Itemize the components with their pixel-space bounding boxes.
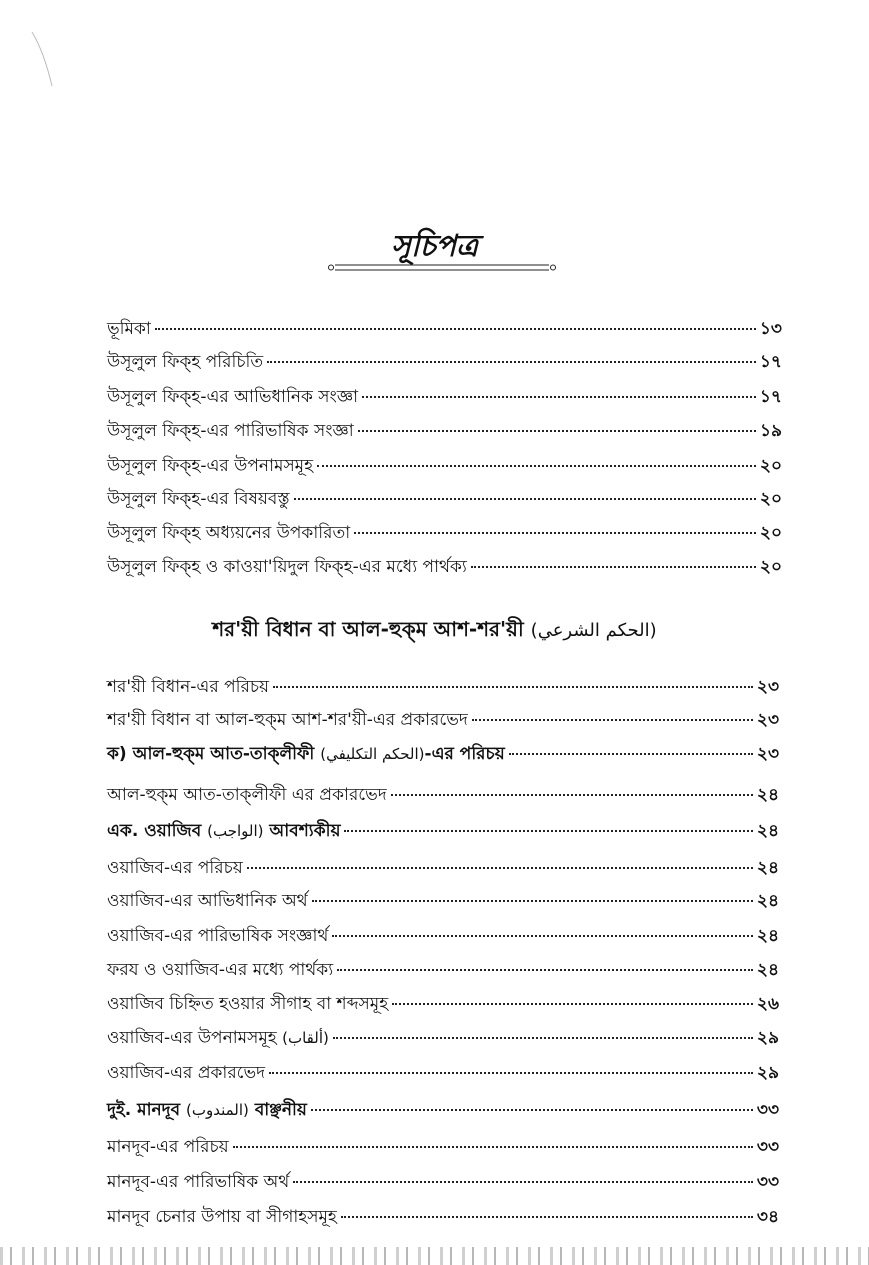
toc-entry-page: ২৩ xyxy=(756,744,779,764)
toc-entry-label-part: ক) আল-হুক্‌ম আত-তাক্‌লীফী xyxy=(107,744,315,764)
toc-entry-label: ওয়াজিব-এর আভিধানিক অর্থ xyxy=(107,891,308,911)
toc-entry-label-part: আবশ্যকীয় xyxy=(269,821,341,841)
toc-entry-label: আল-হুক্‌ম আত-তাক্‌লীফী এর প্রকারভেদ xyxy=(107,785,387,805)
dot-leader xyxy=(354,532,756,534)
toc-entry-page: ২৪ xyxy=(756,960,779,980)
toc-entry xyxy=(107,993,779,1015)
toc-entry-label: ফরয ও ওয়াজিব-এর মধ্যে পার্থক্য xyxy=(107,960,334,980)
dot-leader xyxy=(472,719,753,721)
dot-leader xyxy=(392,1003,753,1005)
dot-leader xyxy=(471,566,756,568)
toc-entry-page: ২০ xyxy=(759,456,782,476)
toc-entry-page: ১৩ xyxy=(759,319,782,339)
toc-entry-label-part: এক. ওয়াজিব xyxy=(107,821,202,841)
toc-entry-label: মানদূব-এর পরিচয় xyxy=(107,1137,229,1157)
toc-entry-page: ৩৩ xyxy=(756,1137,779,1157)
dot-leader xyxy=(341,1216,753,1218)
toc-entry-arabic: (المندوب) xyxy=(185,1101,249,1119)
toc-entry-label: উসূলুল ফিক্‌হ অধ্যয়নের উপকারিতা xyxy=(107,523,351,543)
toc-entry-label: উসূলুল ফিক্‌হ-এর আভিধানিক সংজ্ঞা xyxy=(107,387,359,407)
toc-entry-bold xyxy=(107,1099,779,1121)
toc-entry-page: ২৪ xyxy=(756,858,779,878)
toc-entry-label: ভূমিকা xyxy=(107,319,151,339)
toc-entry-label xyxy=(107,820,340,842)
toc-entry-page: ২৬ xyxy=(756,994,779,1014)
dot-leader xyxy=(317,465,756,467)
toc-entry xyxy=(107,890,779,912)
toc-entry-arabic: (ألقاب) xyxy=(282,1029,329,1047)
dot-leader xyxy=(273,686,753,688)
toc-entry-page: ৩৩ xyxy=(756,1100,779,1120)
dot-leader xyxy=(247,867,753,869)
page-title: সূচিপত্র xyxy=(391,229,478,264)
dot-leader xyxy=(294,498,756,500)
toc-entry xyxy=(107,676,779,698)
toc-entry xyxy=(107,420,782,442)
toc-entry-page: ২৩ xyxy=(756,710,779,730)
toc-entry-label xyxy=(107,743,505,765)
toc-entry-arabic: (الحكم التكليفي) xyxy=(320,745,425,763)
toc-entry xyxy=(107,1171,779,1193)
toc-entry-label: মানদূব-এর পারিভাষিক অর্থ xyxy=(107,1172,290,1192)
toc-entry-page: ২৩ xyxy=(756,677,779,697)
toc-entry xyxy=(107,351,782,373)
toc-entry-page: ২৪ xyxy=(756,926,779,946)
toc-entry-page: ২০ xyxy=(759,489,782,509)
toc-entry xyxy=(107,455,782,477)
page-corner-mark xyxy=(30,30,70,90)
toc-entry-label xyxy=(107,1099,307,1121)
toc-entry-label: ওয়াজিব-এর প্রকারভেদ xyxy=(107,1063,266,1083)
toc-entry xyxy=(107,1136,779,1158)
dot-leader xyxy=(362,396,756,398)
toc-entry-label: ওয়াজিব-এর পরিচয় xyxy=(107,858,243,878)
toc-entry-label-part: -এর পরিচয় xyxy=(424,744,505,764)
toc-entry xyxy=(107,1062,779,1084)
toc-entry xyxy=(107,386,782,408)
toc-entry-page: ৩৪ xyxy=(756,1207,779,1227)
toc-entry-page: ২৯ xyxy=(756,1028,779,1048)
dot-leader xyxy=(269,1072,753,1074)
toc-entry-label: উসূলুল ফিক্‌হ ও কাওয়া'য়িদুল ফিক্‌হ-এর মধ্যে পার্থক্য xyxy=(107,557,467,577)
toc-entry-label-part: দুই. মানদূব xyxy=(107,1100,181,1120)
toc-entry-label: ওয়াজিব চিহ্নিত হওয়ার সীগাহ বা শব্দসমূহ xyxy=(107,994,389,1014)
toc-entry-page: ২৪ xyxy=(756,821,779,841)
toc-entry xyxy=(107,1027,779,1049)
toc-entry-bold xyxy=(107,743,779,765)
dot-leader xyxy=(509,753,753,755)
section-heading-text: শর'য়ী বিধান বা আল-হুক্‌ম আশ-শর'য়ী xyxy=(212,617,524,641)
title-ornament-divider xyxy=(327,262,557,274)
dot-leader xyxy=(311,1109,753,1111)
toc-entry xyxy=(107,488,782,510)
toc-entry xyxy=(107,925,779,947)
dot-leader xyxy=(155,328,756,330)
toc-entry xyxy=(107,857,779,879)
toc-entry xyxy=(107,1206,779,1228)
toc-entry xyxy=(107,556,782,578)
toc-entry-page: ২৪ xyxy=(756,891,779,911)
toc-entry-label-part: ওয়াজিব-এর উপনামসমূহ xyxy=(107,1028,277,1048)
toc-entry-label: ওয়াজিব-এর পারিভাষিক সংজ্ঞার্থ xyxy=(107,926,329,946)
toc-entry xyxy=(107,784,779,806)
dot-leader xyxy=(332,935,753,937)
toc-entry-label: উসূলুল ফিক্‌হ-এর উপনামসমূহ xyxy=(107,456,314,476)
toc-entry-label: উসূলুল ফিক্‌হ-এর বিষয়বস্তু xyxy=(107,489,290,509)
dot-leader xyxy=(337,969,753,971)
toc-entry-page: ২৯ xyxy=(756,1063,779,1083)
toc-entry-label: শর'য়ী বিধান বা আল-হুক্‌ম আশ-শর'য়ী-এর প্রকারভেদ xyxy=(107,710,468,730)
toc-entry-page: ২৪ xyxy=(756,785,779,805)
dot-leader xyxy=(358,430,756,432)
toc-entry-label: শর'য়ী বিধান-এর পরিচয় xyxy=(107,677,270,697)
toc-entry-page: ১৭ xyxy=(759,387,782,407)
toc-entry xyxy=(107,959,779,981)
section-heading xyxy=(0,615,869,648)
dot-leader xyxy=(293,1181,753,1183)
toc-entry-page: ৩৩ xyxy=(756,1172,779,1192)
toc-entry-label: মানদূব চেনার উপায় বা সীগাহসমূহ xyxy=(107,1207,337,1227)
toc-entry-page: ১৭ xyxy=(759,352,782,372)
toc-entry-arabic: (الواجب) xyxy=(207,822,264,840)
toc-entry-bold xyxy=(107,820,779,842)
toc-entry xyxy=(107,318,782,340)
toc-entry xyxy=(107,709,779,731)
toc-entry xyxy=(107,522,782,544)
dot-leader xyxy=(267,361,756,363)
toc-entry-page: ১৯ xyxy=(759,421,782,441)
toc-entry-label xyxy=(107,1027,329,1049)
dot-leader xyxy=(233,1146,753,1148)
toc-entry-label: উসূলুল ফিক্‌হ পরিচিতি xyxy=(107,352,264,372)
toc-entry-page: ২০ xyxy=(759,523,782,543)
dot-leader xyxy=(391,794,753,796)
toc-entry-label: উসূলুল ফিক্‌হ-এর পারিভাষিক সংজ্ঞা xyxy=(107,421,354,441)
dot-leader xyxy=(333,1037,753,1039)
section-heading-arabic: (الحكم الشرعي) xyxy=(530,620,657,641)
toc-entry-label-part: বাঞ্ছনীয় xyxy=(254,1100,307,1120)
dot-leader xyxy=(344,830,752,832)
dot-leader xyxy=(312,900,753,902)
toc-entry-page: ২০ xyxy=(759,557,782,577)
decorative-border-strip xyxy=(0,1247,869,1265)
